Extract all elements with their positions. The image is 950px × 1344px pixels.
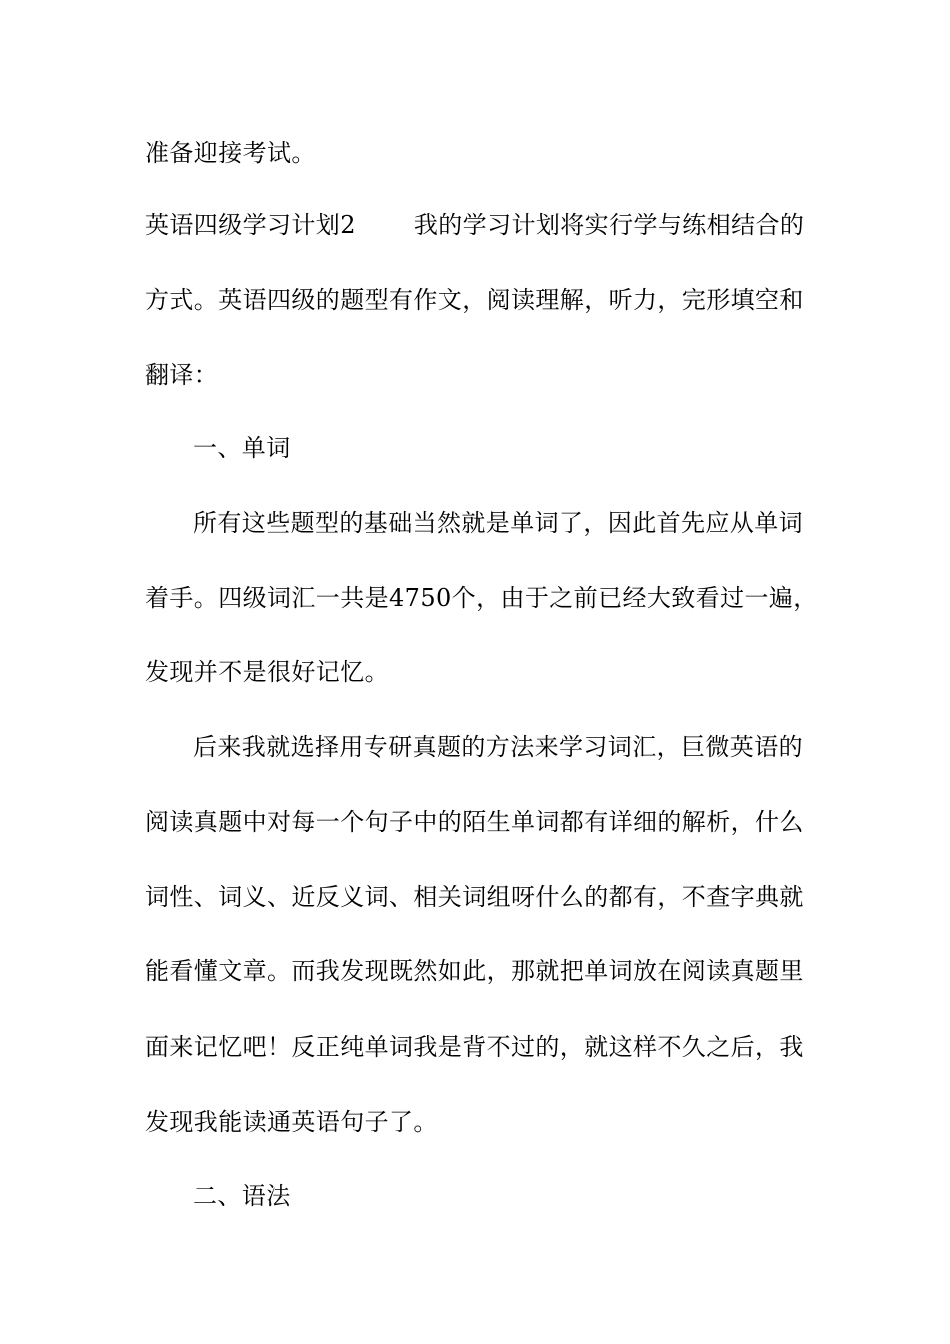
text-line: 我的学习计划将实行学与练相结合的 <box>413 211 805 239</box>
text-line: 翻译： <box>145 361 219 389</box>
text-line: 方式。英语四级的题型有作文，阅读理解，听力，完形填空和 <box>145 286 804 314</box>
text-line: 词性、词义、近反义词、相关词组呀什么的都有，不查字典就 <box>145 883 804 911</box>
heading-vocabulary: 一、单词 <box>193 434 291 462</box>
section-title-line <box>145 210 815 240</box>
text-line: 准备迎接考试。 <box>145 139 316 167</box>
text-line: 阅读真题中对每一个句子中的陌生单词都有详细的解析，什么 <box>145 808 804 836</box>
text-line: 面来记忆吧！反正纯单词我是背不过的，就这样不久之后，我 <box>145 1033 804 1061</box>
plan-title: 英语四级学习计划2 <box>145 211 356 239</box>
paragraph-first-line: 后来我就选择用专研真题的方法来学习词汇，巨微英语的 <box>193 733 803 761</box>
text-line: 发现我能读通英语句子了。 <box>145 1108 438 1136</box>
text-line: 能看懂文章。而我发现既然如此，那就把单词放在阅读真题里 <box>145 957 804 985</box>
paragraph-first-line: 所有这些题型的基础当然就是单词了，因此首先应从单词 <box>193 509 803 537</box>
heading-grammar: 二、语法 <box>193 1182 291 1210</box>
text-line: 着手。四级词汇一共是4750个，由于之前已经大致看过一遍， <box>145 584 818 612</box>
text-line: 发现并不是很好记忆。 <box>145 658 389 686</box>
